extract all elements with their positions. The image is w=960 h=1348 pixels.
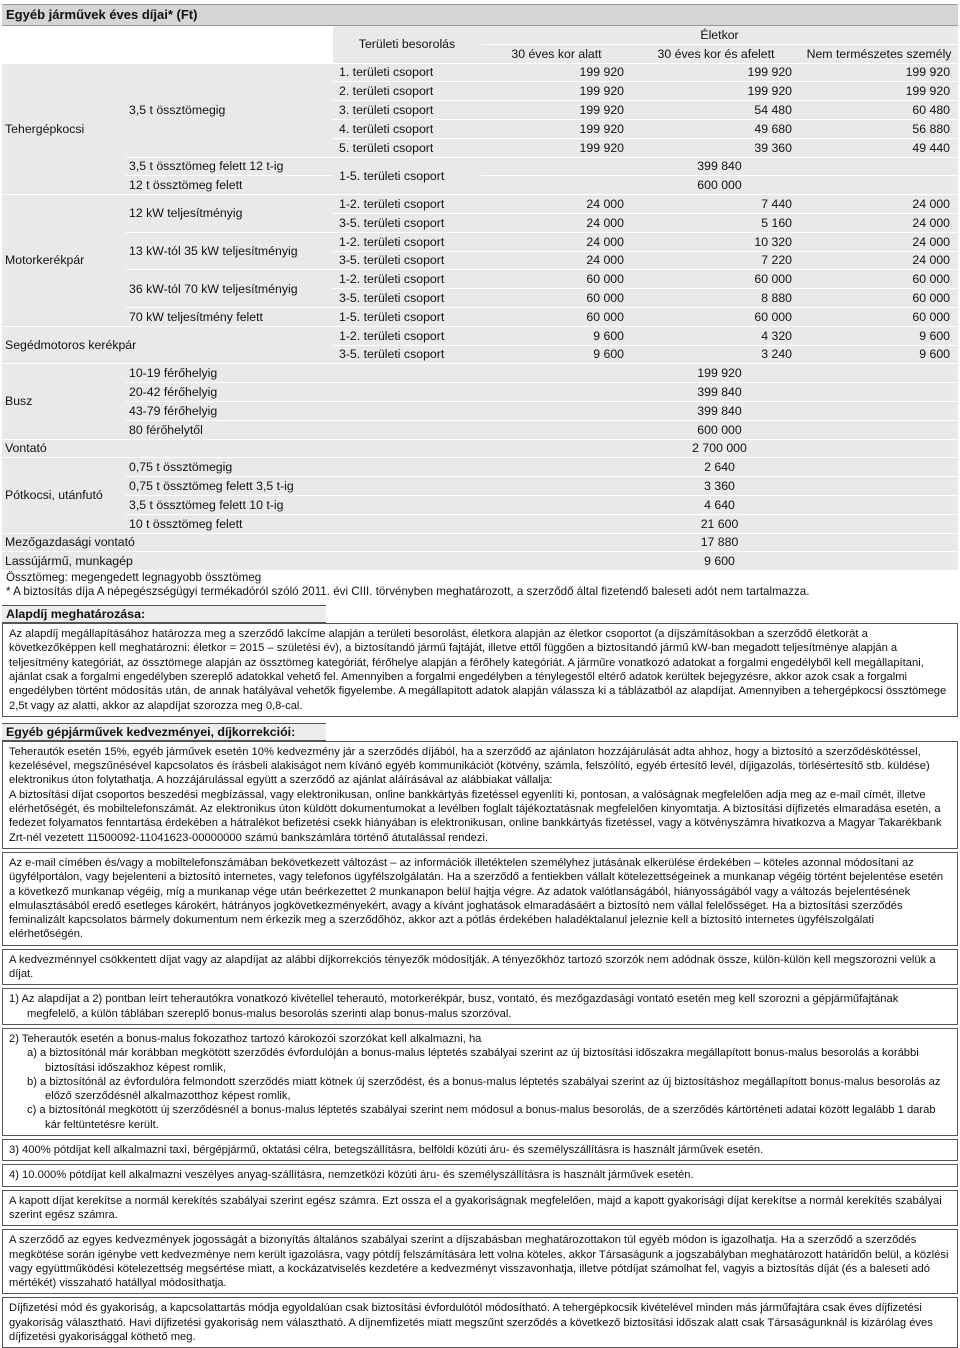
vehicle-type-cell: Motorkerékpár bbox=[2, 195, 126, 327]
header-blank bbox=[126, 44, 333, 63]
rule-item-2 bbox=[2, 1028, 958, 1136]
value-cell: 199 920 bbox=[800, 82, 958, 101]
value-cell: 199 920 bbox=[632, 63, 800, 82]
header-blank bbox=[2, 44, 126, 63]
value-cell: 2 700 000 bbox=[481, 439, 958, 458]
value-cell: 60 000 bbox=[800, 270, 958, 289]
value-cell: 199 920 bbox=[800, 63, 958, 82]
zone-cell bbox=[333, 383, 481, 402]
zone-cell bbox=[333, 364, 481, 383]
rule-item-1 bbox=[2, 988, 958, 1025]
zone-cell bbox=[333, 401, 481, 420]
fee-table bbox=[2, 26, 958, 571]
zone-cell: 3. területi csoport bbox=[333, 101, 481, 120]
table-row bbox=[2, 401, 958, 420]
value-cell: 49 680 bbox=[632, 119, 800, 138]
table-row bbox=[2, 533, 958, 552]
header-age: Életkor bbox=[481, 26, 958, 44]
value-cell: 24 000 bbox=[481, 195, 632, 214]
value-cell: 60 480 bbox=[800, 101, 958, 120]
zone-cell: 1-2. területi csoport bbox=[333, 270, 481, 289]
value-cell: 60 000 bbox=[800, 289, 958, 308]
paragraph: A szerződő az egyes kedvezmények jogosságát a bizonyítás általános szabályai szerint a díjszabásban meghatározottakon túl egyéb módon is igazolhatja. Ha a szerződő a szerződés megkötése során igénybe vett kedvezménye nem került igazolásra, vagy pótdíj felszámítására lett volna köteles, akkor Társaságunk a jogszabályban meghatározott határidőn belül, a közlési vagy együttműködési kötelezettség megsértése miatt, a kockázatviselés kezdetére a kedvezményt visszavonhatja, illetve pótdíjat számolhat fel, vagyis a biztosítás díját (és a baleseti adó mértékét) visszaható hatállyal módosíthatja. bbox=[9, 1234, 949, 1290]
value-cell: 600 000 bbox=[481, 176, 958, 195]
table-row bbox=[2, 364, 958, 383]
category-cell: 43-79 férőhelyig bbox=[126, 401, 333, 420]
table-row bbox=[2, 552, 958, 571]
table-row bbox=[2, 270, 958, 289]
vehicle-type-cell: Busz bbox=[2, 364, 126, 439]
zone-cell bbox=[333, 495, 481, 514]
table-row bbox=[2, 232, 958, 251]
value-cell: 24 000 bbox=[800, 195, 958, 214]
value-cell: 199 920 bbox=[632, 82, 800, 101]
value-cell: 9 600 bbox=[481, 552, 958, 571]
category-cell: 36 kW-tól 70 kW teljesítményig bbox=[126, 270, 333, 308]
category-cell: 3,5 t össztömegig bbox=[126, 63, 333, 157]
paragraph: Teherautók esetén 15%, egyéb járművek esetén 10% kedvezmény jár a szerződés díjából, ha a szerződő az ajánlaton hozzájárulását adta ahhoz, hogy a biztosító a szerződéskötéssel, kezelésével, megszűnésével kapcsolatos és írásbeli alakiságot nem kívánó egyéb kommunikációt (kötvény, számla, felszólító, egyéb értesítő levél, díjigazolás, törlésértesítő stb. küldése) elektronikus úton folytathatja. A hozzájárulással együtt a szerződő az ajánlat aláírásával az alábbiakat vállalja: bbox=[9, 745, 930, 787]
header-row bbox=[2, 26, 958, 44]
value-cell: 24 000 bbox=[800, 232, 958, 251]
value-cell: 60 000 bbox=[632, 307, 800, 326]
value-cell: 4 320 bbox=[632, 326, 800, 345]
table-row bbox=[2, 195, 958, 214]
paragraph: c) a biztosítónál megkötött új szerződésnél a bonus-malus léptetés szabályai szerint nem módosul a bonus-malus besorolás, de a szerződés kártörténeti adatai között legalább 1 darab kár feltüntetésre került. bbox=[27, 1104, 936, 1131]
value-cell: 21 600 bbox=[481, 514, 958, 533]
paragraph: 1) Az alapdíjat a 2) pontban leírt teherautókra vonatkozó kivétellel teherautó, motorkerékpár, busz, vontató, és mezőgazdasági vontató esetén meg kell szorozni a gépjárműfajtának megfelelő, a külön táblában szereplő bonus-malus besorolás szerinti alap bonus-malus szorzóval. bbox=[9, 993, 899, 1020]
value-cell: 7 220 bbox=[632, 251, 800, 270]
value-cell: 24 000 bbox=[481, 213, 632, 232]
value-cell: 199 920 bbox=[481, 101, 632, 120]
paragraph: Az e-mail címében és/vagy a mobiltelefonszámában bekövetkezett változást – az információk illetéktelen személyhez jutásának elkerülése érdekében – köteles azonnal módosítani az ügyfélportálon, vagy bejelenteni a biztosító internetes, vagy telefonos ügyfélszolgálatán. Ha a szerződő a fentiekben vállalt kötelezettségeinek a munkanap végéig történt bejelentése esetén a következő munkanap végéig, míg a munkanap vége után beérkezettet 2 munkanapon belül hajtja végre. Az adatok valótlanságából, hiányosságából vagy a változás bejelentésének elmulasztásából eredő esetleges károkért, hátrányos jogkövetkezményekért, avagy a kívánt joghatások elmaradásáért a biztosító nem vállal felelősséget. Ha a biztosítási szerződés feminalizált kapcsolatos bármely dokumentum nem érkezik meg a szerződőhöz, akkor azt a pótlás érdekében haladéktalanul jeleznie kell a biztosító internetes ügyfélszolgálati elérhetőségén. bbox=[9, 856, 944, 941]
zone-cell: 1-2. területi csoport bbox=[333, 195, 481, 214]
table-row bbox=[2, 326, 958, 345]
table-row bbox=[2, 176, 958, 195]
zone-cell bbox=[333, 514, 481, 533]
paragraph: 4) 10.000% pótdíjat kell alkalmazni veszélyes anyag-szállításra, nemzetközi közúti áru- és személyszállításra is használt járművek esetén. bbox=[9, 1169, 694, 1182]
header-zone: Területi besorolás bbox=[333, 26, 481, 63]
zone-cell: 3-5. területi csoport bbox=[333, 289, 481, 308]
value-cell: 9 600 bbox=[481, 326, 632, 345]
value-cell: 60 000 bbox=[481, 270, 632, 289]
table-row bbox=[2, 383, 958, 402]
value-cell: 3 240 bbox=[632, 345, 800, 364]
paragraph: Az alapdíj megállapításához határozza meg a szerződő lakcíme alapján a területi besorolást, életkora alapján az életkor csoportot (a díjszámításokban a szerződő életkorát a következőképpen kell meghatározni: életkor = 2015 – születési év), a biztosítandó jármű fajtáját, illetve ettől függően a biztosítandó jármű kW-ban megadott teljesítménye alapján a teljesítmény kategóriát, az össztömege alapján az össztömeg kategóriát, férőhelye alapján a férőhely kategóriát. A járműre vonatkozó adatokat a forgalmi engedélyből kell megállapítani, ajánlat csak a forgalmi engedélyben szereplő adatokkal vehető fel. Amennyiben a forgalmi engedélyben a ténylegestől eltérő adatok kerültek bejegyzésre, akkor azok csak a forgalmi engedélyben történt módosítás után, de annak hatályával vehetők figyelembe. A megállapított adatok alapján válassza ki a táblázatból az alapdíjat. Amennyiben a tehergépkocsi össztömege 2,5t vagy az alatti, akkor az alapdíjat szorozza meg 0,8-cal. bbox=[9, 628, 947, 712]
header-row-age-cols bbox=[2, 44, 958, 63]
page-title: Egyéb járművek éves díjai* (Ft) bbox=[2, 4, 958, 26]
value-cell: 5 160 bbox=[632, 213, 800, 232]
value-cell: 8 880 bbox=[632, 289, 800, 308]
vehicle-type-cell: Lassújármű, munkagép bbox=[2, 552, 481, 571]
value-cell: 199 920 bbox=[481, 82, 632, 101]
section-title-base-fee: Alapdíj meghatározása: bbox=[2, 605, 326, 623]
header-age-col: Nem természetes személy bbox=[800, 44, 958, 63]
value-cell: 17 880 bbox=[481, 533, 958, 552]
rule-item-4 bbox=[2, 1164, 958, 1186]
category-cell: 80 férőhelytől bbox=[126, 420, 333, 439]
proof-text-box bbox=[2, 1229, 958, 1294]
value-cell: 24 000 bbox=[481, 251, 632, 270]
category-cell: 13 kW-tól 35 kW teljesítményig bbox=[126, 232, 333, 270]
notification-text-box bbox=[2, 852, 958, 946]
paragraph: a) a biztosítónál már korábban megkötött szerződés évfordulóján a bonus-malus léptetés szabályai szerint az új biztosítási időszakra megállapított bonus-malus besorolás a korábbi biztosítási időszakhoz képest romlik, bbox=[27, 1047, 919, 1074]
paragraph: 2) Teherautók esetén a bonus-malus fokozathoz tartozó károkozói szorzókat kell alkalmazni, ha bbox=[9, 1032, 482, 1045]
value-cell: 199 920 bbox=[481, 119, 632, 138]
category-cell: 0,75 t össztömeg felett 3,5 t-ig bbox=[126, 477, 333, 496]
table-row bbox=[2, 63, 958, 82]
value-cell: 54 480 bbox=[632, 101, 800, 120]
paragraph: A kapott díjat kerekítse a normál kerekítés szabályai szerint egész számra. Ezt ossza el a gyakoriságnak megfelelően, majd a kapott gyakorisági díjat kerekítse a normál kerekítés szabályai szerint egész számra. bbox=[9, 1194, 942, 1221]
document-page bbox=[2, 4, 958, 1348]
zone-cell: 3-5. területi csoport bbox=[333, 345, 481, 364]
table-row bbox=[2, 307, 958, 326]
discount-text-box bbox=[2, 741, 958, 849]
value-cell: 600 000 bbox=[481, 420, 958, 439]
table-row bbox=[2, 495, 958, 514]
zone-cell bbox=[333, 458, 481, 477]
header-age-col: 30 éves kor és afelett bbox=[632, 44, 800, 63]
header-blank bbox=[2, 26, 126, 44]
table-row bbox=[2, 477, 958, 496]
value-cell: 399 840 bbox=[481, 401, 958, 420]
value-cell: 4 640 bbox=[481, 495, 958, 514]
table-row bbox=[2, 439, 958, 458]
zone-cell: 3-5. területi csoport bbox=[333, 251, 481, 270]
note-weight: Össztömeg: megengedett legnagyobb össztömeg bbox=[6, 571, 262, 585]
payment-frequency-text-box bbox=[2, 1297, 958, 1348]
category-cell: 0,75 t össztömegig bbox=[126, 458, 333, 477]
category-cell: 10-19 férőhelyig bbox=[126, 364, 333, 383]
paragraph: Díjfizetési mód és gyakoriság, a kapcsolattartás módja egyoldalúan csak biztosítási évfordulótól módosítható. A tehergépkocsik kivételével minden más járműfajtára csak éves díjfizetési gyakoriság választható. Havi díjfizetési gyakoriság nem választható. A díjnemfizetés miatt megszűnt szerződés a következő biztosítási időszak alatt csak Társaságunknál is kizárólag éves díjfizetési gyakorisággal köthető meg. bbox=[9, 1302, 933, 1343]
paragraph: A kedvezménnyel csökkentett díjat vagy az alapdíjat az alábbi díjkorrekciós tényezők módosítják. A tényezőkhöz tartozó szorzók nem adódnak össze, külön-külön kell megszorozni velük a díjat. bbox=[9, 953, 936, 981]
value-cell: 10 320 bbox=[632, 232, 800, 251]
paragraph: A biztosítási díjat csoportos beszedési megbízással, vagy elektronikusan, online bankkártyás fizetéssel egyenlíti ki, pontosan, a valóságnak megfelelően adja meg az e-mail címét, illetve elérhetőségét, és mobiltelefonszámát. Az elektronikus úton küldött dokumentumokat a levélben foglalt tájékoztatásnak megfelelően kinyomtatja. A biztosítási díjfizetés elmaradása esetén, a fedezet folyamatos fenntartása érdekében a hátralékot befizetési csekk hiányában is elektronikusan, online bankkártyás fizetéssel, vagy a kötvényszámra hivatkozva a Magyar Takarékbank Zrt-nél vezetett 11500092-11041623-00000000 számú bankszámlára történő átutalással rendezi. bbox=[9, 788, 942, 844]
value-cell: 24 000 bbox=[800, 251, 958, 270]
zone-cell: 5. területi csoport bbox=[333, 138, 481, 157]
vehicle-type-cell: Mezőgazdasági vontató bbox=[2, 533, 481, 552]
zone-cell: 1-5. területi csoport bbox=[333, 307, 481, 326]
value-cell: 399 840 bbox=[481, 157, 958, 176]
header-blank bbox=[126, 26, 333, 44]
rounding-text-box bbox=[2, 1190, 958, 1227]
value-cell: 60 000 bbox=[800, 307, 958, 326]
zone-cell: 1-5. területi csoport bbox=[333, 157, 481, 195]
vehicle-type-cell: Tehergépkocsi bbox=[2, 63, 126, 195]
value-cell: 199 920 bbox=[481, 364, 958, 383]
category-cell: 12 kW teljesítményig bbox=[126, 195, 333, 233]
value-cell: 3 360 bbox=[481, 477, 958, 496]
zone-cell: 1. területi csoport bbox=[333, 63, 481, 82]
value-cell: 24 000 bbox=[481, 232, 632, 251]
table-row bbox=[2, 514, 958, 533]
vehicle-type-cell: Segédmotoros kerékpár bbox=[2, 326, 333, 364]
value-cell: 9 600 bbox=[800, 326, 958, 345]
value-cell: 60 000 bbox=[481, 307, 632, 326]
zone-cell: 2. területi csoport bbox=[333, 82, 481, 101]
value-cell: 49 440 bbox=[800, 138, 958, 157]
paragraph: b) a biztosítónál az évfordulóra felmondott szerződés miatt kötnek új szerződést, és a bonus-malus léptetés szabályai szerint az új biztosításhoz megállapított bonus-malus besorolás az előző szerződésnél alkalmazotthoz képest romlik, bbox=[27, 1075, 941, 1103]
value-cell: 9 600 bbox=[481, 345, 632, 364]
table-row bbox=[2, 420, 958, 439]
value-cell: 56 880 bbox=[800, 119, 958, 138]
zone-cell: 1-2. területi csoport bbox=[333, 326, 481, 345]
zone-cell bbox=[333, 477, 481, 496]
zone-cell: 3-5. területi csoport bbox=[333, 213, 481, 232]
zone-cell: 1-2. területi csoport bbox=[333, 232, 481, 251]
vehicle-type-cell: Pótkocsi, utánfutó bbox=[2, 458, 126, 533]
value-cell: 24 000 bbox=[800, 213, 958, 232]
category-cell: 3,5 t össztömeg felett 10 t-ig bbox=[126, 495, 333, 514]
category-cell: 20-42 férőhelyig bbox=[126, 383, 333, 402]
header-age-col: 30 éves kor alatt bbox=[481, 44, 632, 63]
value-cell: 39 360 bbox=[632, 138, 800, 157]
value-cell: 9 600 bbox=[800, 345, 958, 364]
rule-item-3 bbox=[2, 1139, 958, 1161]
table-row bbox=[2, 157, 958, 176]
value-cell: 60 000 bbox=[632, 270, 800, 289]
value-cell: 60 000 bbox=[481, 289, 632, 308]
value-cell: 7 440 bbox=[632, 195, 800, 214]
category-cell: 12 t össztömeg felett bbox=[126, 176, 333, 195]
note-tax: * A biztosítás díja A népegészségügyi termékadóról szóló 2011. évi CIII. törvényben meghatározott, a szerződő által fizetendő baleseti adót nem tartalmazza. bbox=[6, 585, 810, 599]
value-cell: 2 640 bbox=[481, 458, 958, 477]
vehicle-type-cell: Vontató bbox=[2, 439, 481, 458]
paragraph: 3) 400% pótdíjat kell alkalmazni taxi, bérgépjármű, oktatási célra, betegszállításra, belföldi közúti áru- és személyszállításra is használt járművek esetén. bbox=[9, 1144, 764, 1157]
category-cell: 70 kW teljesítmény felett bbox=[126, 307, 333, 326]
correction-text-box bbox=[2, 949, 958, 986]
table-row bbox=[2, 458, 958, 477]
section-title-discounts: Egyéb gépjárművek kedvezményei, díjkorrekciói: bbox=[2, 723, 326, 741]
base-fee-text-box bbox=[2, 623, 958, 717]
zone-cell: 4. területi csoport bbox=[333, 119, 481, 138]
value-cell: 399 840 bbox=[481, 383, 958, 402]
value-cell: 199 920 bbox=[481, 138, 632, 157]
value-cell: 199 920 bbox=[481, 63, 632, 82]
zone-cell bbox=[333, 420, 481, 439]
category-cell: 3,5 t össztömeg felett 12 t-ig bbox=[126, 157, 333, 176]
category-cell: 10 t össztömeg felett bbox=[126, 514, 333, 533]
